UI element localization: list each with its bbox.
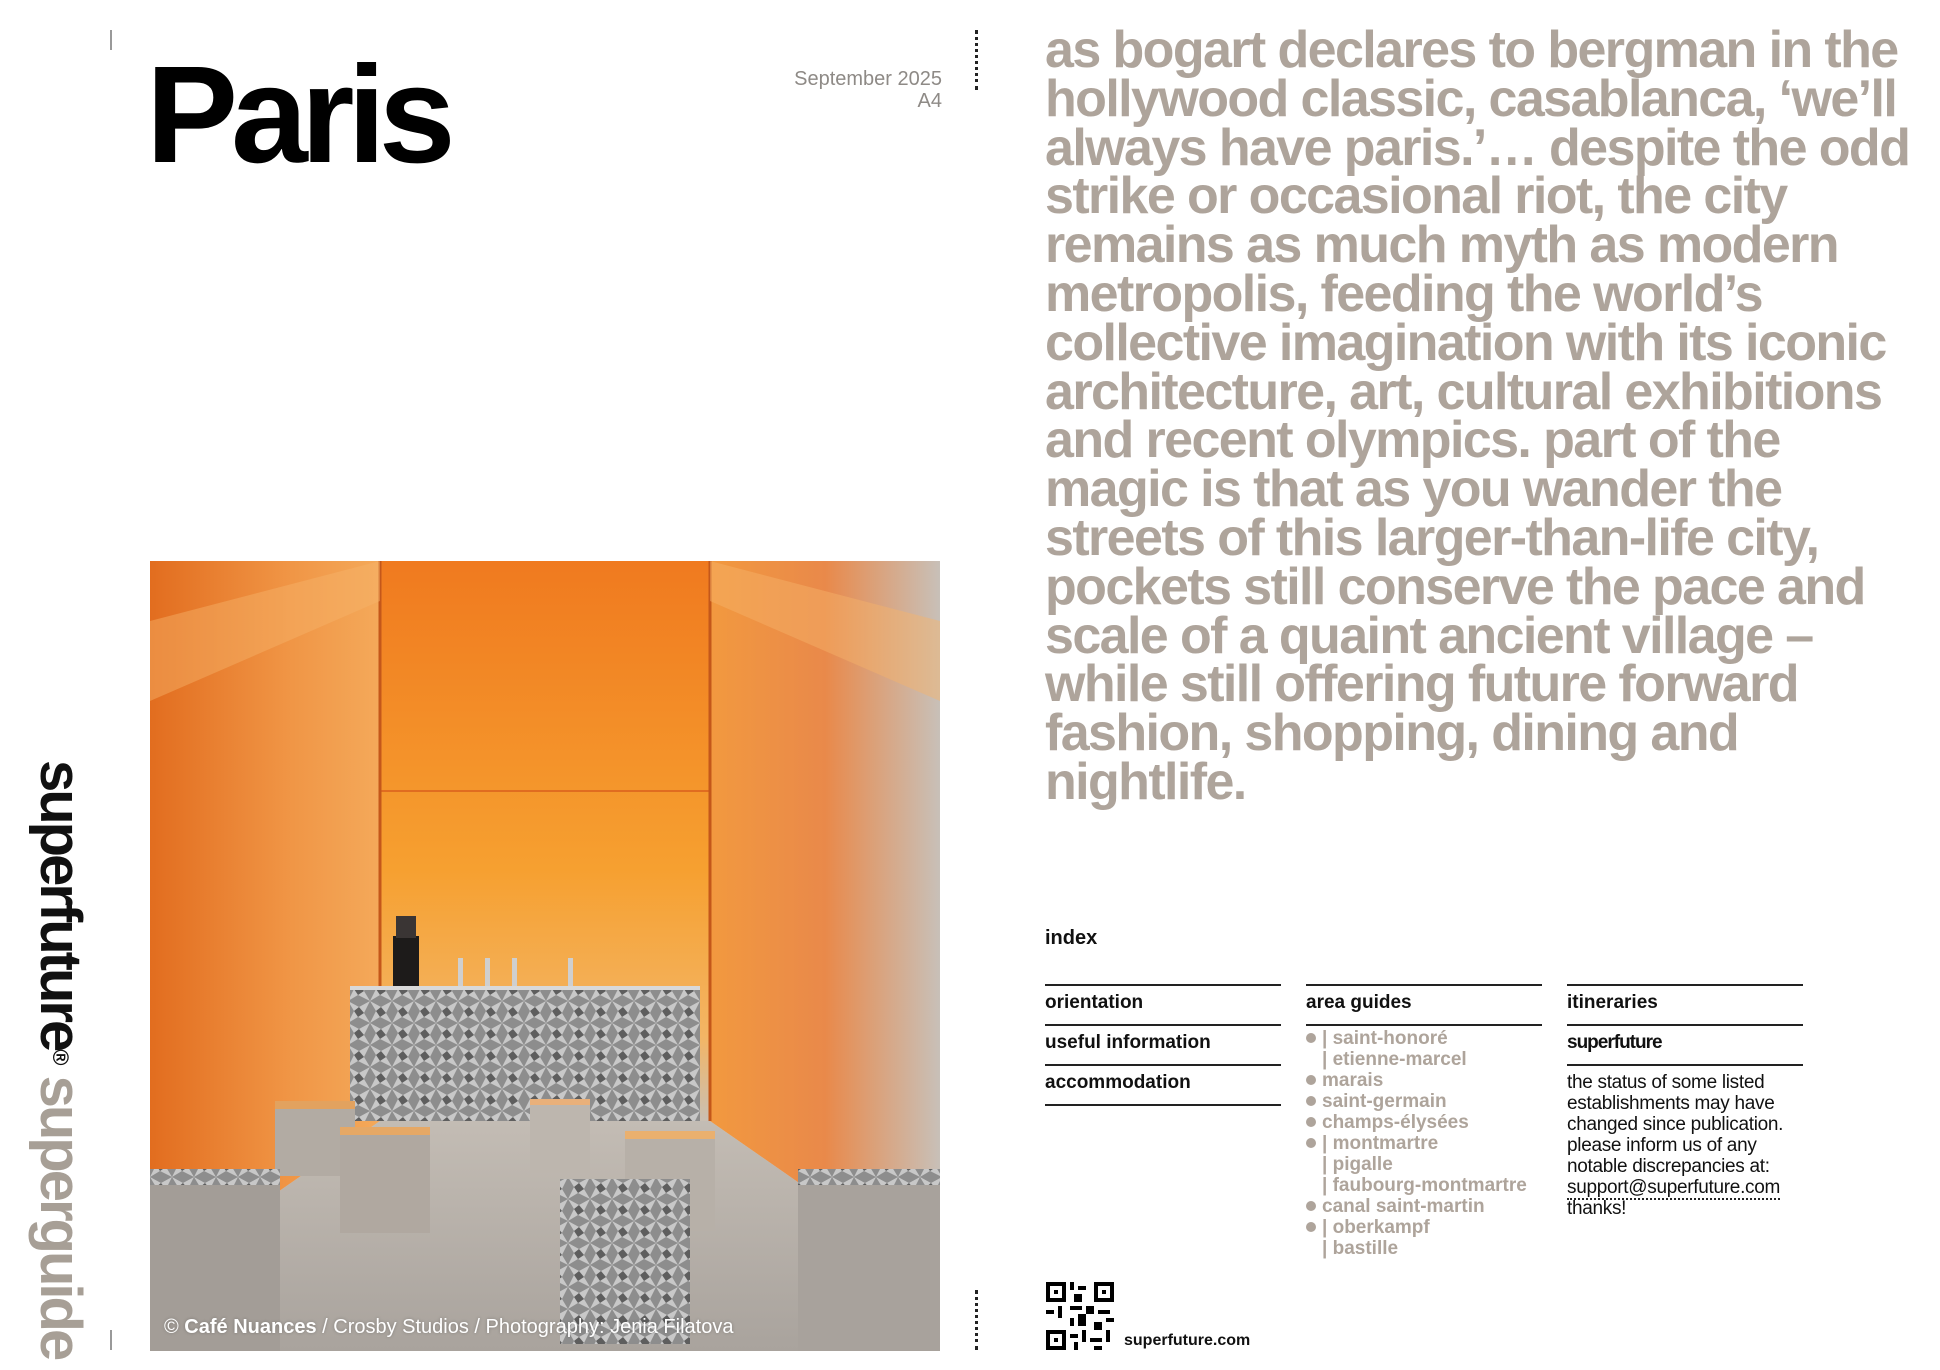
- index-col-itineraries: [1567, 984, 1803, 1219]
- area-item[interactable]: | bastille: [1322, 1238, 1399, 1259]
- crop-mark-bottom: [110, 1330, 112, 1350]
- edition-info: [720, 68, 942, 112]
- index-link-itineraries[interactable]: itineraries: [1567, 984, 1803, 1024]
- superfuture-logo: superfuture: [1567, 1024, 1803, 1066]
- area-guide-list: [1306, 1028, 1542, 1259]
- intro-paragraph: as bogart declares to bergman in the hollywood classic, casablanca, ‘we’ll always have paris.’… despite the odd strike or occasional riot, the city remains as much myth as modern metropolis, feeding the world’s collective imagination with its iconic architecture, art, cultural exhibitions and recent olympics. part of the magic is that as you wander the streets of this larger-than-life city, pockets still conserve the pace and scale of a quaint ancient village – while still offering future forward fashion, shopping, dining and nightlife.: [1045, 21, 1910, 811]
- area-item[interactable]: marais: [1306, 1070, 1542, 1091]
- area-item[interactable]: canal saint-martin: [1306, 1196, 1542, 1217]
- support-email-link[interactable]: support@superfuture.com: [1567, 1177, 1781, 1198]
- dotted-guide-top: [975, 30, 978, 90]
- area-item[interactable]: | faubourg-montmartre: [1322, 1175, 1527, 1196]
- brand-product: superguide: [28, 1075, 93, 1359]
- footer-site-link[interactable]: superfuture.com: [1124, 1332, 1251, 1349]
- bullet-icon: [1306, 1096, 1316, 1106]
- photo-credit: [164, 1316, 733, 1339]
- area-item[interactable]: | saint-honoré: [1306, 1028, 1542, 1049]
- bullet-icon: [1306, 1138, 1316, 1148]
- index-col-orientation: [1045, 984, 1281, 1106]
- index-link-accommodation[interactable]: accommodation: [1045, 1064, 1281, 1106]
- bullet-icon: [1306, 1117, 1316, 1127]
- credit-prefix: ©: [164, 1316, 185, 1338]
- credit-studio: / Crosby Studios / Photography: Jenia Filatova: [316, 1316, 734, 1338]
- index-link-orientation[interactable]: orientation: [1045, 984, 1281, 1024]
- index-heading: index: [1045, 927, 1098, 949]
- thanks-text: thanks!: [1567, 1198, 1627, 1219]
- bullet-icon: [1306, 1222, 1316, 1232]
- qr-code-icon[interactable]: [1046, 1282, 1114, 1350]
- area-item[interactable]: champs-élysées: [1306, 1112, 1542, 1133]
- area-item[interactable]: | oberkampf: [1306, 1217, 1542, 1238]
- bullet-icon: [1306, 1033, 1316, 1043]
- area-item[interactable]: | pigalle: [1322, 1154, 1393, 1175]
- disclaimer-note: the status of some listed establishments may have changed since publication. please inform us of any notable discrepancies at: support@superfuture.com thanks!: [1567, 1072, 1784, 1219]
- area-item[interactable]: | montmartre: [1306, 1133, 1542, 1154]
- issue-date: September 2025: [794, 68, 942, 90]
- crop-mark-top: [110, 30, 112, 50]
- dotted-guide-bottom: [975, 1290, 978, 1350]
- vertical-brand-wordmark: [28, 760, 93, 1359]
- bullet-icon: [1306, 1075, 1316, 1085]
- area-item[interactable]: | etienne-marcel: [1322, 1049, 1467, 1070]
- index-link-useful-information[interactable]: useful information: [1045, 1024, 1281, 1064]
- cafe-interior-illustration: [150, 561, 940, 1351]
- registered-mark: ®: [48, 1049, 73, 1063]
- page-title: Paris: [146, 38, 449, 192]
- index-link-area-guides[interactable]: area guides: [1306, 984, 1542, 1026]
- area-item[interactable]: saint-germain: [1306, 1091, 1542, 1112]
- credit-venue: Café Nuances: [184, 1316, 317, 1338]
- edition-format: A4: [917, 90, 942, 112]
- brand-name: superfuture: [28, 760, 93, 1050]
- bullet-icon: [1306, 1201, 1316, 1211]
- cafe-photo: [150, 561, 940, 1351]
- index-col-area-guides: [1306, 984, 1542, 1259]
